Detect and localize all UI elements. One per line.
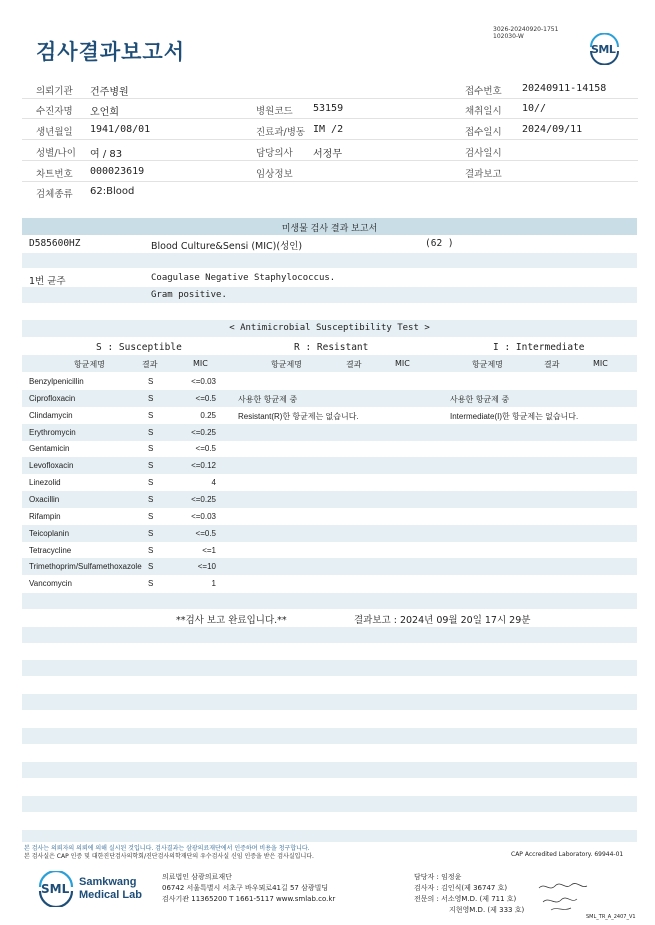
- value-patient-name: 오언희: [90, 107, 119, 118]
- info-row-5: [22, 162, 638, 182]
- organism-row: [22, 270, 637, 287]
- value-department-ward: IM /2: [313, 124, 344, 135]
- signatures: [537, 880, 592, 914]
- label-specimen-type: 검체종류: [36, 189, 73, 200]
- ast-drug-name: Gentamicin: [29, 444, 70, 453]
- label-receipt-date: 접수일시: [465, 127, 502, 138]
- staff-specialist-2: 지현영M.D. (제 333 호): [449, 906, 525, 914]
- ast-drug-name: Linezolid: [29, 478, 61, 487]
- ast-mic: <=0.03: [191, 377, 216, 386]
- ast-result: S: [148, 428, 154, 437]
- ast-mic: <=10: [197, 562, 216, 571]
- ast-drug-name: Benzylpenicillin: [29, 377, 84, 386]
- ast-drug-name: Levofloxacin: [29, 461, 74, 470]
- ast-row: [22, 440, 637, 457]
- ast-result: S: [148, 461, 154, 470]
- label-sex-age: 성별/나이: [36, 148, 76, 159]
- ast-drug-name: Teicoplanin: [29, 529, 70, 538]
- legend-resistant: R : Resistant: [294, 342, 369, 353]
- ast-mic: 4: [211, 478, 216, 487]
- empty-row: [22, 830, 637, 842]
- info-row-3: [22, 120, 638, 140]
- band: [22, 253, 637, 268]
- micro-section-title: 미생물 검사 결과 보고서: [281, 224, 378, 234]
- micro-section-header: [22, 218, 637, 235]
- empty-row: [22, 660, 637, 676]
- label-hospital-code: 병원코드: [256, 106, 293, 117]
- label-collection-date: 채취일시: [465, 106, 502, 117]
- ast-drug-name: Oxacillin: [29, 495, 60, 504]
- test-code: D585600HZ: [29, 238, 81, 249]
- ast-row: [22, 491, 637, 508]
- ast-legend-row: [22, 338, 637, 355]
- value-specimen-type: 62:Blood: [90, 186, 135, 197]
- report-title: 검사결과보고서: [36, 40, 186, 64]
- ast-row: [22, 424, 637, 441]
- band: [22, 593, 637, 609]
- value-requesting-institution: 건주병원: [90, 87, 129, 98]
- empty-row: [22, 762, 637, 778]
- col-mic-i: MIC: [593, 359, 608, 368]
- empty-row: [22, 728, 637, 744]
- ast-mic: <=0.5: [195, 444, 216, 453]
- ast-mic: <=0.25: [191, 495, 216, 504]
- ast-result: S: [148, 377, 154, 386]
- form-id: SML_TR_A_2407_V1: [586, 914, 636, 920]
- col-drug-r: 항균제명: [271, 360, 302, 369]
- ast-mic: <=0.5: [195, 529, 216, 538]
- col-drug-i: 항균제명: [472, 360, 503, 369]
- organism-gram-row: [22, 287, 637, 303]
- ast-result: S: [148, 512, 154, 521]
- ast-result: S: [148, 444, 154, 453]
- foundation-contact: 검사기관 11365200 T 1661-5117 www.smlab.co.kr: [162, 895, 336, 903]
- test-name: Blood Culture&Sensi (MIC)(성인): [151, 241, 303, 252]
- col-mic-s: MIC: [193, 359, 208, 368]
- col-result-r: 결과: [346, 360, 362, 369]
- ast-drug-name: Erythromycin: [29, 428, 76, 437]
- ast-drug-name: Vancomycin: [29, 579, 72, 588]
- intermediate-none-note: Intermediate(I)한 항균제는 없습니다.: [450, 412, 579, 421]
- cap-accreditation: CAP Accredited Laboratory. 69944-01: [511, 851, 624, 858]
- col-drug-s: 항균제명: [74, 360, 105, 369]
- staff-tester: 검사자 : 김인식(제 36747 호): [414, 884, 508, 892]
- document-id: [493, 26, 558, 40]
- report-complete-text: **검사 보고 완료입니다.**: [176, 615, 287, 626]
- ast-column-header: [22, 355, 637, 372]
- brand-line-2: Medical Lab: [79, 889, 142, 901]
- ast-drug-name: Clindamycin: [29, 411, 73, 420]
- ast-mic: <=0.5: [195, 394, 216, 403]
- ast-drug-name: Rifampin: [29, 512, 61, 521]
- ast-result: S: [148, 546, 154, 555]
- brand-name: [79, 876, 142, 902]
- label-chart-number: 차트번호: [36, 169, 73, 180]
- info-row-1: [22, 79, 638, 99]
- ast-title: < Antimicrobial Susceptibility Test >: [229, 323, 430, 333]
- ast-row: [22, 525, 637, 542]
- ast-drug-name: Ciprofloxacin: [29, 394, 76, 403]
- intermediate-used-note: 사용한 항균제 중: [450, 395, 510, 404]
- empty-row: [22, 627, 637, 643]
- value-hospital-code: 53159: [313, 103, 344, 114]
- value-birth-date: 1941/08/01: [90, 124, 151, 135]
- ast-row: [22, 390, 637, 407]
- report-time: 결과보고 : 2024년 09월 20일 17시 29분: [354, 615, 531, 626]
- ast-row: [22, 457, 637, 474]
- ast-mic: 1: [211, 579, 216, 588]
- ast-row: [22, 575, 637, 592]
- foundation-address: [162, 872, 335, 905]
- value-chart-number: 000023619: [90, 166, 145, 177]
- label-result-report: 결과보고: [465, 169, 502, 180]
- brand-line-1: Samkwang: [79, 876, 137, 888]
- label-patient-name: 수진자명: [36, 106, 73, 117]
- ast-row: [22, 558, 637, 575]
- ast-mic: <=0.12: [191, 461, 216, 470]
- ast-row: [22, 474, 637, 491]
- empty-row: [22, 796, 637, 812]
- foundation-name: 의료법인 삼광의료재단: [162, 873, 232, 881]
- foundation-street: 06742 서울특별시 서초구 바우뫼로41길 57 삼광빌딩: [162, 884, 329, 892]
- legend-intermediate: I : Intermediate: [493, 342, 585, 353]
- ast-row: [22, 373, 637, 390]
- value-sex-age: 여 / 83: [90, 149, 123, 160]
- footer-note-1: 본 검사는 의뢰자의 의뢰에 의해 실시된 것입니다. 검사결과는 삼광의료재단에서 인증하며 비용을 청구합니다.: [24, 845, 310, 852]
- ast-result: S: [148, 478, 154, 487]
- info-row-2: [22, 99, 638, 119]
- col-mic-r: MIC: [395, 359, 410, 368]
- ast-mic: 0.25: [200, 411, 216, 420]
- ast-mic: <=0.03: [191, 512, 216, 521]
- ast-result: S: [148, 529, 154, 538]
- ast-result: S: [148, 394, 154, 403]
- sml-logo-footer-text: SML: [41, 882, 70, 896]
- ast-title-row: [22, 320, 637, 337]
- sml-logo-footer: [36, 871, 76, 907]
- test-code-secondary: (62 ): [425, 238, 454, 249]
- ast-mic: <=1: [202, 546, 216, 555]
- sml-logo-text: SML: [591, 43, 616, 56]
- label-receipt-number: 접수번호: [465, 86, 502, 97]
- info-row-4: [22, 141, 638, 161]
- info-row-6: [22, 182, 638, 202]
- report-complete-row: [22, 609, 637, 626]
- organism-gram: Gram positive.: [151, 290, 227, 300]
- footer-note-2: 본 검사실은 CAP 인증 및 대한진단검사의학회/진단검사의학재단의 우수검사실 신임 인증을 받은 검사실입니다.: [24, 853, 314, 860]
- label-attending-doctor: 담당의사: [256, 148, 293, 159]
- value-receipt-number: 20240911-14158: [522, 83, 607, 94]
- ast-mic: <=0.25: [191, 428, 216, 437]
- value-attending-doctor: 서정무: [313, 149, 342, 160]
- staff-info: [414, 872, 524, 916]
- resistant-none-note: Resistant(R)한 항균제는 없습니다.: [238, 412, 359, 421]
- staff-manager: 담당자 : 임정윤: [414, 873, 462, 881]
- ast-result: S: [148, 495, 154, 504]
- label-birth-date: 생년월일: [36, 127, 73, 138]
- test-row: [22, 235, 637, 252]
- ast-result: S: [148, 579, 154, 588]
- legend-susceptible: S : Susceptible: [96, 342, 182, 353]
- label-requesting-institution: 의뢰기관: [36, 86, 73, 97]
- document-id-line1: 3026-20240920-1751: [493, 26, 559, 33]
- label-clinical-info: 임상정보: [256, 169, 293, 180]
- ast-result: S: [148, 562, 154, 571]
- label-department-ward: 진료과/병동: [256, 127, 306, 138]
- empty-row: [22, 694, 637, 710]
- ast-drug-name: Tetracycline: [29, 546, 72, 555]
- col-result-s: 결과: [142, 360, 158, 369]
- document-id-line2: 102030-W: [493, 33, 524, 40]
- sml-logo-top: [587, 33, 622, 65]
- ast-drug-name: Trimethoprim/Sulfamethoxazole: [29, 562, 142, 571]
- value-collection-date: 10//: [522, 103, 547, 114]
- ast-row: [22, 542, 637, 559]
- ast-row: [22, 508, 637, 525]
- organism-label: 1번 균주: [29, 276, 66, 287]
- value-receipt-date: 2024/09/11: [522, 124, 583, 135]
- label-test-date: 검사일시: [465, 148, 502, 159]
- organism-name: Coagulase Negative Staphylococcus.: [151, 273, 336, 283]
- staff-specialist-1: 전문의 : 서소영M.D. (제 711 호): [414, 895, 517, 903]
- ast-result: S: [148, 411, 154, 420]
- col-result-i: 결과: [544, 360, 560, 369]
- resistant-used-note: 사용한 항균제 중: [238, 395, 298, 404]
